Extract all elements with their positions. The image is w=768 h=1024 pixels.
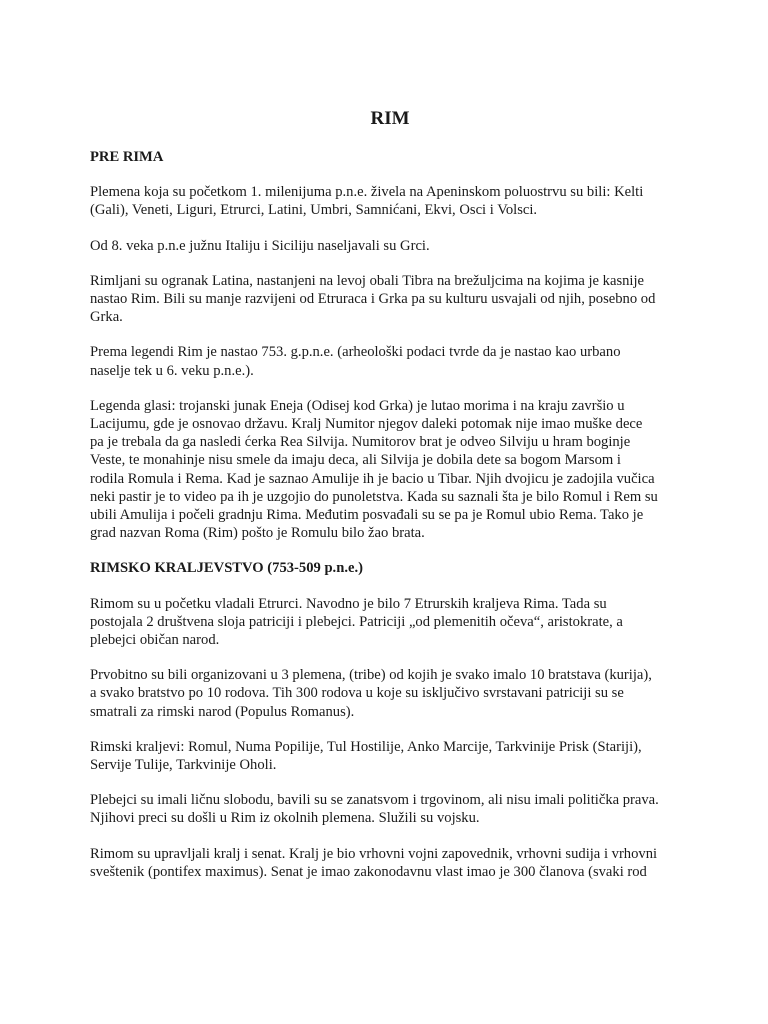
section-heading bbox=[90, 559, 690, 577]
text-line: Rimom su u početku vladali Etrurci. Navodno je bilo 7 Etrurskih kraljeva Rima. Tada su bbox=[90, 595, 607, 612]
paragraph bbox=[90, 237, 690, 255]
text-line: Plebejci su imali ličnu slobodu, bavili su se zanatsvom i trgovinom, ali nisu imali politička prava. bbox=[90, 792, 659, 809]
text-line: sveštenik (pontifex maximus). Senat je imao zakonodavnu vlast imao je 300 članova (svaki rod bbox=[90, 863, 647, 880]
paragraph bbox=[90, 738, 690, 774]
text-line: plebejci običan narod. bbox=[90, 632, 220, 649]
paragraph bbox=[90, 791, 690, 827]
paragraph bbox=[90, 272, 690, 327]
paragraph bbox=[90, 343, 690, 379]
text-line: rodila Romula i Rema. Kad je saznao Amulije ih je bacio u Tibar. Njih dvojicu je zadojila vučica bbox=[90, 470, 655, 487]
text-line: postojala 2 društvena sloja patriciji i plebejci. Patriciji „od plemenitih očeva“, aristokrate, a bbox=[90, 613, 623, 630]
text-line: Legenda glasi: trojanski junak Eneja (Odisej kod Grka) je lutao morima i na kraju završio u bbox=[90, 397, 625, 414]
text-line: smatrali za rimski narod (Populus Romanus). bbox=[90, 703, 355, 720]
paragraph bbox=[90, 845, 690, 881]
text-line: Njihovi preci su došli u Rim iz okolnih plemena. Služili su vojsku. bbox=[90, 810, 480, 827]
paragraph bbox=[90, 666, 690, 721]
text-line: nastao Rim. Bili su manje razvijeni od Etruraca i Grka pa su kulturu usvajali od njih, posebno od bbox=[90, 291, 656, 308]
document-body bbox=[90, 148, 690, 881]
text-line: Grka. bbox=[90, 309, 123, 326]
text-line: Lacijumu, gde je osnovao državu. Kralj Numitor njegov daleki potomak nije imao muške dece bbox=[90, 416, 643, 433]
text-line: Rimljani su ogranak Latina, nastanjeni na levoj obali Tibra na brežuljcima na kojima je kasnije bbox=[90, 272, 645, 289]
section-heading bbox=[90, 148, 690, 166]
text-line: grad nazvan Roma (Rim) pošto je Romulu bilo žao brata. bbox=[90, 525, 425, 542]
document-page bbox=[90, 108, 690, 898]
text-line: neki pastir je to video pa ih je uzgojio do punoletstva. Kada su saznali šta je bilo Romul i Rem su bbox=[90, 488, 658, 505]
paragraph bbox=[90, 183, 690, 219]
text-line: Rimski kraljevi: Romul, Numa Popilije, Tul Hostilije, Anko Marcije, Tarkvinije Prisk (Stariji), bbox=[90, 738, 642, 755]
text-line: PRE RIMA bbox=[90, 149, 164, 165]
text-line: Servije Tulije, Tarkvinije Oholi. bbox=[90, 757, 277, 774]
text-line: Rimom su upravljali kralj i senat. Kralj je bio vrhovni vojni zapovednik, vrhovni sudija i vrhovni bbox=[90, 845, 658, 862]
text-line: ubili Amulija i počeli gradnju Rima. Međutim posvađali su se pa je Romul ubio Rema. Tako je bbox=[90, 507, 644, 524]
text-line: a svako bratstvo po 10 rodova. Tih 300 rodova u koje su isključivo svrstavani patriciji su se bbox=[90, 685, 624, 702]
paragraph bbox=[90, 595, 690, 650]
text-line: Prvobitno su bili organizovani u 3 plemena, (tribe) od kojih je svako imalo 10 bratstava (kurija), bbox=[90, 667, 652, 684]
paragraph bbox=[90, 397, 690, 543]
text-line: naselje tek u 6. veku p.n.e.). bbox=[90, 362, 254, 379]
text-line: RIMSKO KRALJEVSTVO (753-509 p.n.e.) bbox=[90, 560, 363, 577]
text-line: Veste, te monahinje nisu smele da imaju deca, ali Silvija je dobila dete sa bogom Marsom i bbox=[90, 452, 621, 469]
text-line: (Gali), Veneti, Liguri, Etrurci, Latini, Umbri, Samnićani, Ekvi, Osci i Volsci. bbox=[90, 202, 538, 219]
text-line: pa je trebala da ga nasledi ćerka Rea Silvija. Numitorov brat je odveo Silviju u hram boginje bbox=[90, 434, 631, 451]
page-title: RIM bbox=[370, 108, 410, 129]
text-line: Plemena koja su početkom 1. milenijuma p.n.e. živela na Apeninskom poluostrvu su bili: Kelti bbox=[90, 184, 644, 201]
text-line: Od 8. veka p.n.e južnu Italiju i Siciliju naseljavali su Grci. bbox=[90, 237, 430, 254]
text-line: Prema legendi Rim je nastao 753. g.p.n.e. (arheološki podaci tvrde da je nastao kao urbano bbox=[90, 344, 621, 361]
